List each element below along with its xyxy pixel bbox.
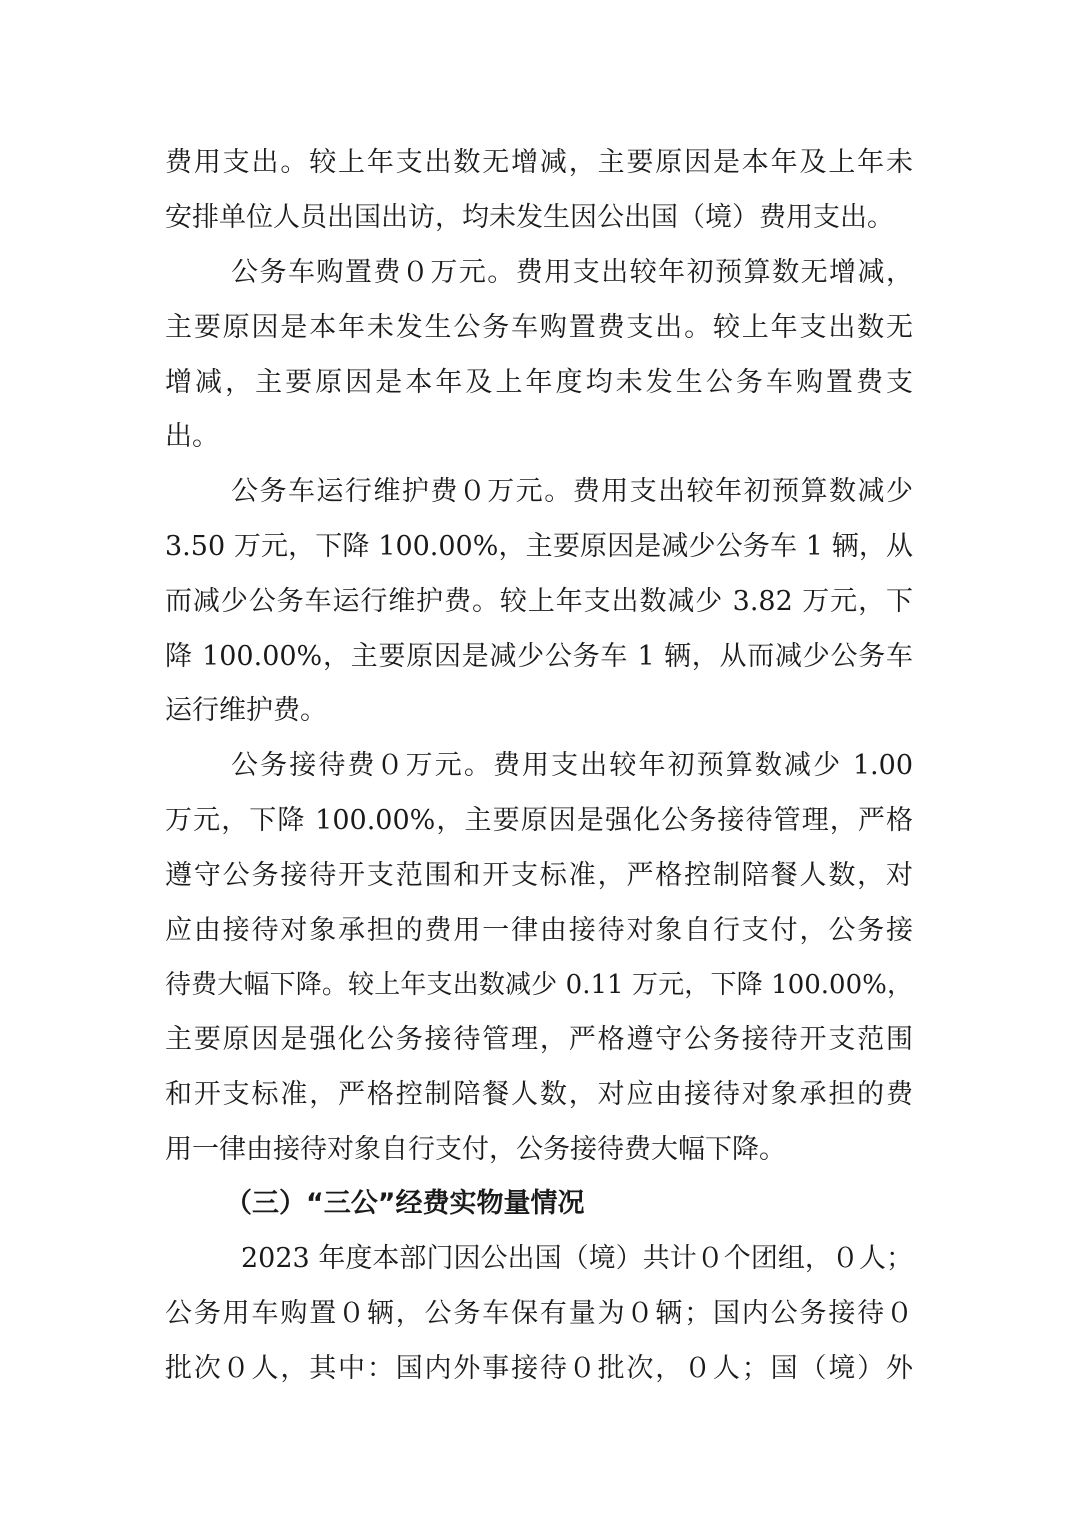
text-line: 应由接待对象承担的费用一律由接待对象自行支付，公务接: [165, 915, 913, 946]
text-line: 万元，下降 100.00%，主要原因是强化公务接待管理，严格: [165, 805, 913, 836]
text-line: 主要原因是本年未发生公务车购置费支出。较上年支出数无: [165, 312, 913, 343]
text-line: 遵守公务接待开支范围和开支标准，严格控制陪餐人数，对: [165, 860, 913, 891]
text-line: 降 100.00%，主要原因是减少公务车 1 辆，从而减少公务车: [165, 641, 913, 672]
text-line: 安排单位人员出国出访，均未发生因公出国（境）费用支出。: [165, 202, 894, 233]
text-line: 而减少公务车运行维护费。较上年支出数减少 3.82 万元，下: [165, 586, 913, 617]
text-line: 2023 年度本部门因公出国（境）共计０个团组，０人；: [241, 1243, 913, 1274]
text-line: 主要原因是强化公务接待管理，严格遵守公务接待开支范围: [165, 1024, 913, 1055]
text-line: 公务用车购置０辆，公务车保有量为０辆；国内公务接待０: [165, 1298, 913, 1329]
text-line: 用一律由接待对象自行支付，公务接待费大幅下降。: [165, 1134, 786, 1165]
text-line: 公务车购置费０万元。费用支出较年初预算数无增减，: [231, 257, 913, 288]
text-line: 公务车运行维护费０万元。费用支出较年初预算数减少: [231, 476, 913, 507]
text-line: 3.50 万元，下降 100.00%，主要原因是减少公务车 1 辆，从: [165, 531, 913, 562]
text-line: 批次０人，其中：国内外事接待０批次，０人；国（境）外: [165, 1353, 913, 1384]
text-line: 待费大幅下降。较上年支出数减少 0.11 万元，下降 100.00%，: [165, 970, 913, 1000]
text-line: 运行维护费。: [165, 695, 327, 726]
text-line: 公务接待费０万元。费用支出较年初预算数减少 1.00: [231, 750, 913, 781]
text-line: 增减，主要原因是本年及上年度均未发生公务车购置费支: [165, 367, 913, 398]
text-line: 费用支出。较上年支出数无增减，主要原因是本年及上年未: [165, 147, 913, 178]
section-heading: （三）“三公”经费实物量情况: [225, 1188, 585, 1219]
text-line: 出。: [165, 421, 219, 452]
text-line: 和开支标准，严格控制陪餐人数，对应由接待对象承担的费: [165, 1079, 913, 1110]
